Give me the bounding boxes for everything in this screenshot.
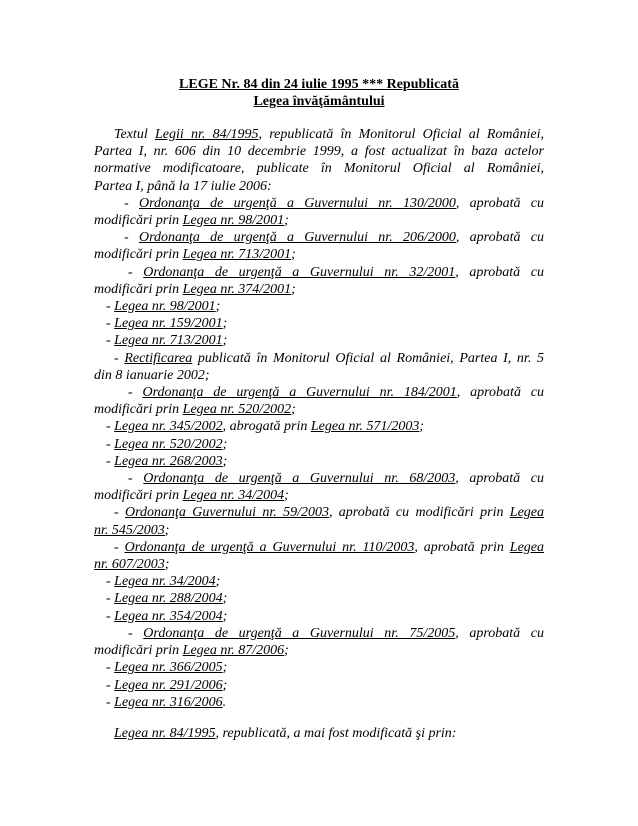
dash: - [106, 677, 115, 693]
law-link[interactable]: Legea nr. 345/2002 [114, 419, 223, 435]
intro-text: Textul [114, 127, 155, 142]
law-link[interactable]: Legea nr. 288/2004 [114, 591, 223, 607]
law-link[interactable]: Legea nr. 87/2006 [182, 643, 285, 659]
dash: - [114, 539, 125, 555]
item-text: ; [291, 402, 296, 418]
dash: - [106, 660, 115, 676]
item-text: modificări prin [94, 643, 183, 659]
law-link[interactable]: Legea nr. 520/2002 [114, 436, 223, 452]
item-text: ; [222, 333, 228, 349]
item-text: ; [222, 591, 228, 607]
intro-line-2: Partea I, nr. 606 din 10 decembrie 1999, a fost actualizat în baza actelor [94, 144, 544, 160]
dash: - [124, 230, 139, 246]
law-link[interactable]: Legea nr. 713/2001 [114, 333, 223, 349]
title-line-law: LEGE Nr. 84 din 24 iulie 1995 *** Republicată [179, 77, 459, 92]
dash: - [114, 505, 125, 521]
law-link[interactable]: Legea nr. 316/2006 [114, 694, 223, 710]
closing-line [94, 725, 544, 742]
title-line-name: Legea învăţământului [253, 94, 385, 109]
item-text: publicată în Monitorul Oficial al României, Partea I, nr. 5 [192, 350, 544, 366]
item-text: ; [222, 677, 228, 693]
item-text: ; [291, 281, 296, 297]
item-text: . [222, 694, 227, 710]
list-item [94, 470, 544, 487]
ordinance-link[interactable]: Ordonanţa de urgenţă a Guvernului nr. 206/2000 [138, 230, 456, 246]
item-text: , aprobată cu [455, 195, 544, 211]
item-text: , aprobată prin [414, 539, 510, 555]
intro-text: , republicată în Monitorul Oficial al României, [258, 127, 544, 142]
list-item [94, 350, 544, 367]
list-item [94, 590, 544, 607]
item-text: ; [222, 436, 228, 452]
dash: - [106, 299, 115, 315]
item-text: , aprobată cu [455, 230, 544, 246]
item-text: ; [164, 522, 170, 538]
list-item [94, 195, 544, 212]
dash: - [106, 436, 115, 452]
rectification-link[interactable]: Rectificarea [124, 350, 193, 366]
item-text: , aprobată cu modificări prin [328, 505, 510, 521]
dash: - [128, 385, 143, 401]
list-item [94, 332, 544, 349]
ordinance-link[interactable]: Ordonanţa de urgenţă a Guvernului nr. 32/2001 [143, 264, 456, 280]
item-text: ; [222, 316, 228, 332]
law-link[interactable]: Legea nr. 34/2004 [182, 488, 285, 504]
list-item [94, 229, 544, 246]
item-text: , abrogată prin [222, 419, 311, 435]
item-text: ; [222, 453, 228, 469]
item-text: modificări prin [94, 488, 183, 504]
item-text: , aprobată cu [455, 625, 544, 641]
item-text: ; [215, 574, 221, 590]
list-item [94, 264, 544, 281]
list-item [94, 315, 544, 332]
document-body [94, 126, 544, 742]
list-item [94, 659, 544, 676]
item-text: ; [164, 557, 170, 573]
law-link[interactable]: Legea nr. 34/2004 [114, 574, 216, 590]
item-text: ; [284, 213, 289, 229]
law-link[interactable]: nr. 607/2003 [94, 557, 165, 573]
item-text: ; [284, 643, 289, 659]
spacer [94, 711, 544, 725]
list-item-cont [94, 401, 544, 418]
law-link[interactable]: Legea [509, 539, 544, 555]
list-item-cont: din 8 ianuarie 2002; [94, 367, 210, 383]
ordinance-link[interactable]: Ordonanţa de urgenţă a Guvernului nr. 75/2005 [143, 625, 456, 641]
item-text: ; [284, 488, 289, 504]
dash: - [106, 316, 115, 332]
law-link[interactable]: Legea nr. 98/2001 [114, 299, 216, 315]
list-item-cont [94, 212, 544, 229]
dash: - [124, 195, 139, 211]
law-link[interactable]: Legea nr. 366/2005 [114, 660, 223, 676]
item-text: modificări prin [94, 213, 183, 229]
list-item [94, 504, 544, 521]
law-link[interactable]: Legea nr. 571/2003 [310, 419, 420, 435]
law-link[interactable]: Legii nr. 84/1995 [154, 127, 259, 142]
ordinance-link[interactable]: Ordonanţa de urgenţă a Guvernului nr. 110/2003 [124, 539, 415, 555]
list-item [94, 608, 544, 625]
intro-line-3: normative modificatoare, publicate în Monitorul Oficial al României, [94, 161, 544, 177]
dash: - [106, 608, 115, 624]
item-text: modificări prin [94, 247, 183, 263]
list-item-cont [94, 642, 544, 659]
law-link[interactable]: nr. 545/2003 [94, 522, 165, 538]
dash: - [114, 350, 125, 366]
list-item-cont [94, 246, 544, 263]
intro-line-4: Partea I, până la 17 iulie 2006: [94, 178, 272, 194]
list-item [94, 539, 544, 556]
law-link[interactable]: Legea nr. 713/2001 [182, 247, 292, 263]
law-link[interactable]: Legea nr. 520/2002 [182, 402, 292, 418]
item-text: ; [419, 419, 424, 435]
law-link[interactable]: Legea nr. 98/2001 [182, 213, 285, 229]
list-item [94, 298, 544, 315]
law-link[interactable]: Legea nr. 84/1995 [114, 725, 216, 741]
item-text: ; [222, 660, 228, 676]
list-item-cont [94, 281, 544, 298]
law-link[interactable]: Legea nr. 268/2003 [114, 453, 223, 469]
dash: - [128, 471, 144, 487]
dash: - [106, 419, 115, 435]
dash: - [106, 591, 115, 607]
ordinance-link[interactable]: Ordonanţa de urgenţă a Guvernului nr. 130/2000 [138, 195, 456, 211]
document-title [94, 76, 544, 110]
dash: - [106, 453, 115, 469]
item-text: , aprobată cu [455, 471, 544, 487]
list-item [94, 677, 544, 694]
law-link[interactable]: Legea nr. 291/2006 [114, 677, 223, 693]
intro-line-1 [94, 126, 544, 143]
dash: - [106, 333, 115, 349]
dash: - [128, 625, 144, 641]
item-text: , aprobată cu [455, 264, 544, 280]
dash: - [106, 694, 115, 710]
list-item [94, 694, 544, 711]
list-item-cont [94, 487, 544, 504]
list-item-cont [94, 556, 544, 573]
item-text: ; [222, 608, 228, 624]
list-item-cont [94, 522, 544, 539]
law-link[interactable]: Legea nr. 354/2004 [114, 608, 223, 624]
dash: - [128, 264, 144, 280]
law-link[interactable]: Legea [509, 505, 545, 521]
ordinance-link[interactable]: Ordonanţa de urgenţă a Guvernului nr. 68/2003 [143, 471, 456, 487]
list-item [94, 418, 544, 435]
list-item [94, 573, 544, 590]
closing-text: , republicată, a mai fost modificată şi prin: [215, 725, 457, 741]
list-item [94, 384, 544, 401]
list-item [94, 453, 544, 470]
item-text: , aprobată cu [456, 385, 544, 401]
ordinance-link[interactable]: Ordonanţa de urgenţă a Guvernului nr. 184/2001 [142, 385, 457, 401]
list-item [94, 625, 544, 642]
item-text: modificări prin [94, 402, 183, 418]
ordinance-link[interactable]: Ordonanţa Guvernului nr. 59/2003 [125, 505, 329, 521]
law-link[interactable]: Legea nr. 374/2001 [182, 281, 292, 297]
dash: - [106, 574, 115, 590]
list-item [94, 436, 544, 453]
item-text: ; [215, 299, 221, 315]
item-text: modificări prin [94, 281, 183, 297]
item-text: ; [291, 247, 296, 263]
law-link[interactable]: Legea nr. 159/2001 [114, 316, 223, 332]
